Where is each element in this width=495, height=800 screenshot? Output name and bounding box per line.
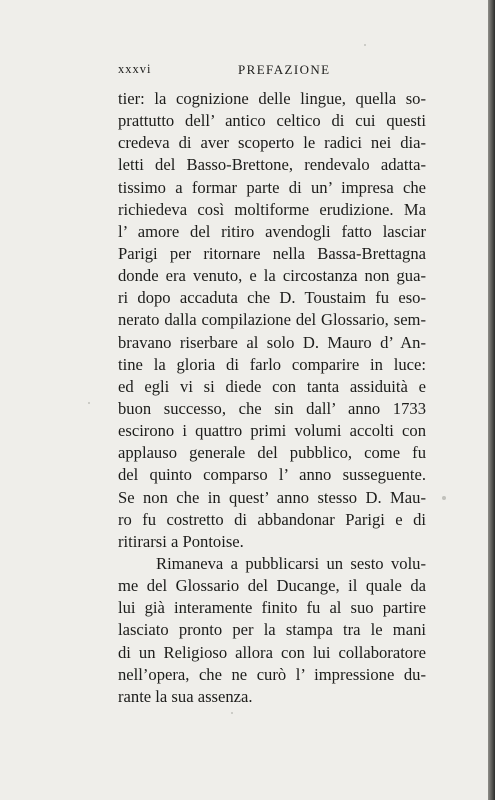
text-line: buon successo, che sin dall’ anno 1733 <box>118 398 426 418</box>
text-line: di un Religioso allora con lui collaboratore <box>118 642 426 662</box>
body-text <box>118 88 426 708</box>
section-title: PREFAZIONE <box>238 62 331 77</box>
text-line: nell’opera, che ne curò l’ impressione du- <box>118 664 426 684</box>
paper-speck <box>88 402 90 404</box>
text-line: del quinto comparso l’ anno susseguente. <box>118 465 426 485</box>
paper-speck <box>442 496 446 500</box>
text-line: ro fu costretto di abbandonar Parigi e di <box>118 509 426 529</box>
text-line: lui già interamente finito fu al suo partire <box>118 598 426 618</box>
text-line: lasciato pronto per la stampa tra le mani <box>118 620 426 640</box>
text-line: ed egli vi si diede con tanta assiduità e <box>118 376 426 396</box>
text-line: applauso generale del pubblico, come fu <box>118 443 426 463</box>
paragraph-start-line: Rimaneva a pubblicarsi un sesto volu- <box>156 553 426 573</box>
paragraph-end-line: ritirarsi a Pontoise. <box>118 531 244 551</box>
paper-speck <box>364 44 366 46</box>
text-line: Parigi per ritornare nella Bassa-Brettagna <box>118 243 426 263</box>
text-line: me del Glossario del Ducange, il quale da <box>118 576 426 596</box>
text-line: l’ amore del ritiro avendogli fatto lasciar <box>118 221 426 241</box>
text-line: bravano riserbare al solo D. Mauro d’ An- <box>118 332 426 352</box>
paragraph-end-line: rante la sua assenza. <box>118 686 253 706</box>
text-line: nerato dalla compilazione del Glossario, sem- <box>118 310 426 330</box>
text-line: ri dopo accaduta che D. Toustaim fu eso- <box>118 288 426 308</box>
text-line: escirono i quattro primi volumi accolti con <box>118 421 426 441</box>
text-line: tine la gloria di farlo comparire in luce: <box>118 354 426 374</box>
text-line: prattutto dell’ antico celtico di cui questi <box>118 111 426 131</box>
page-edge-shadow <box>488 0 495 800</box>
text-line: tissimo a formar parte di un’ impresa che <box>118 177 426 197</box>
page-number: xxxvi <box>118 62 152 76</box>
text-line: tier: la cognizione delle lingue, quella so- <box>118 89 426 108</box>
text-line: richiedeva così moltiforme erudizione. Ma <box>118 199 426 219</box>
paper-speck <box>231 712 233 714</box>
text-line: Se non che in quest’ anno stesso D. Mau- <box>118 487 426 507</box>
text-line: credeva di aver scoperto le radici nei dia- <box>118 133 426 153</box>
text-line: donde era venuto, e la circostanza non gua- <box>118 266 426 286</box>
text-line: letti del Basso-Brettone, rendevalo adatta- <box>118 155 426 175</box>
running-head <box>118 62 422 82</box>
